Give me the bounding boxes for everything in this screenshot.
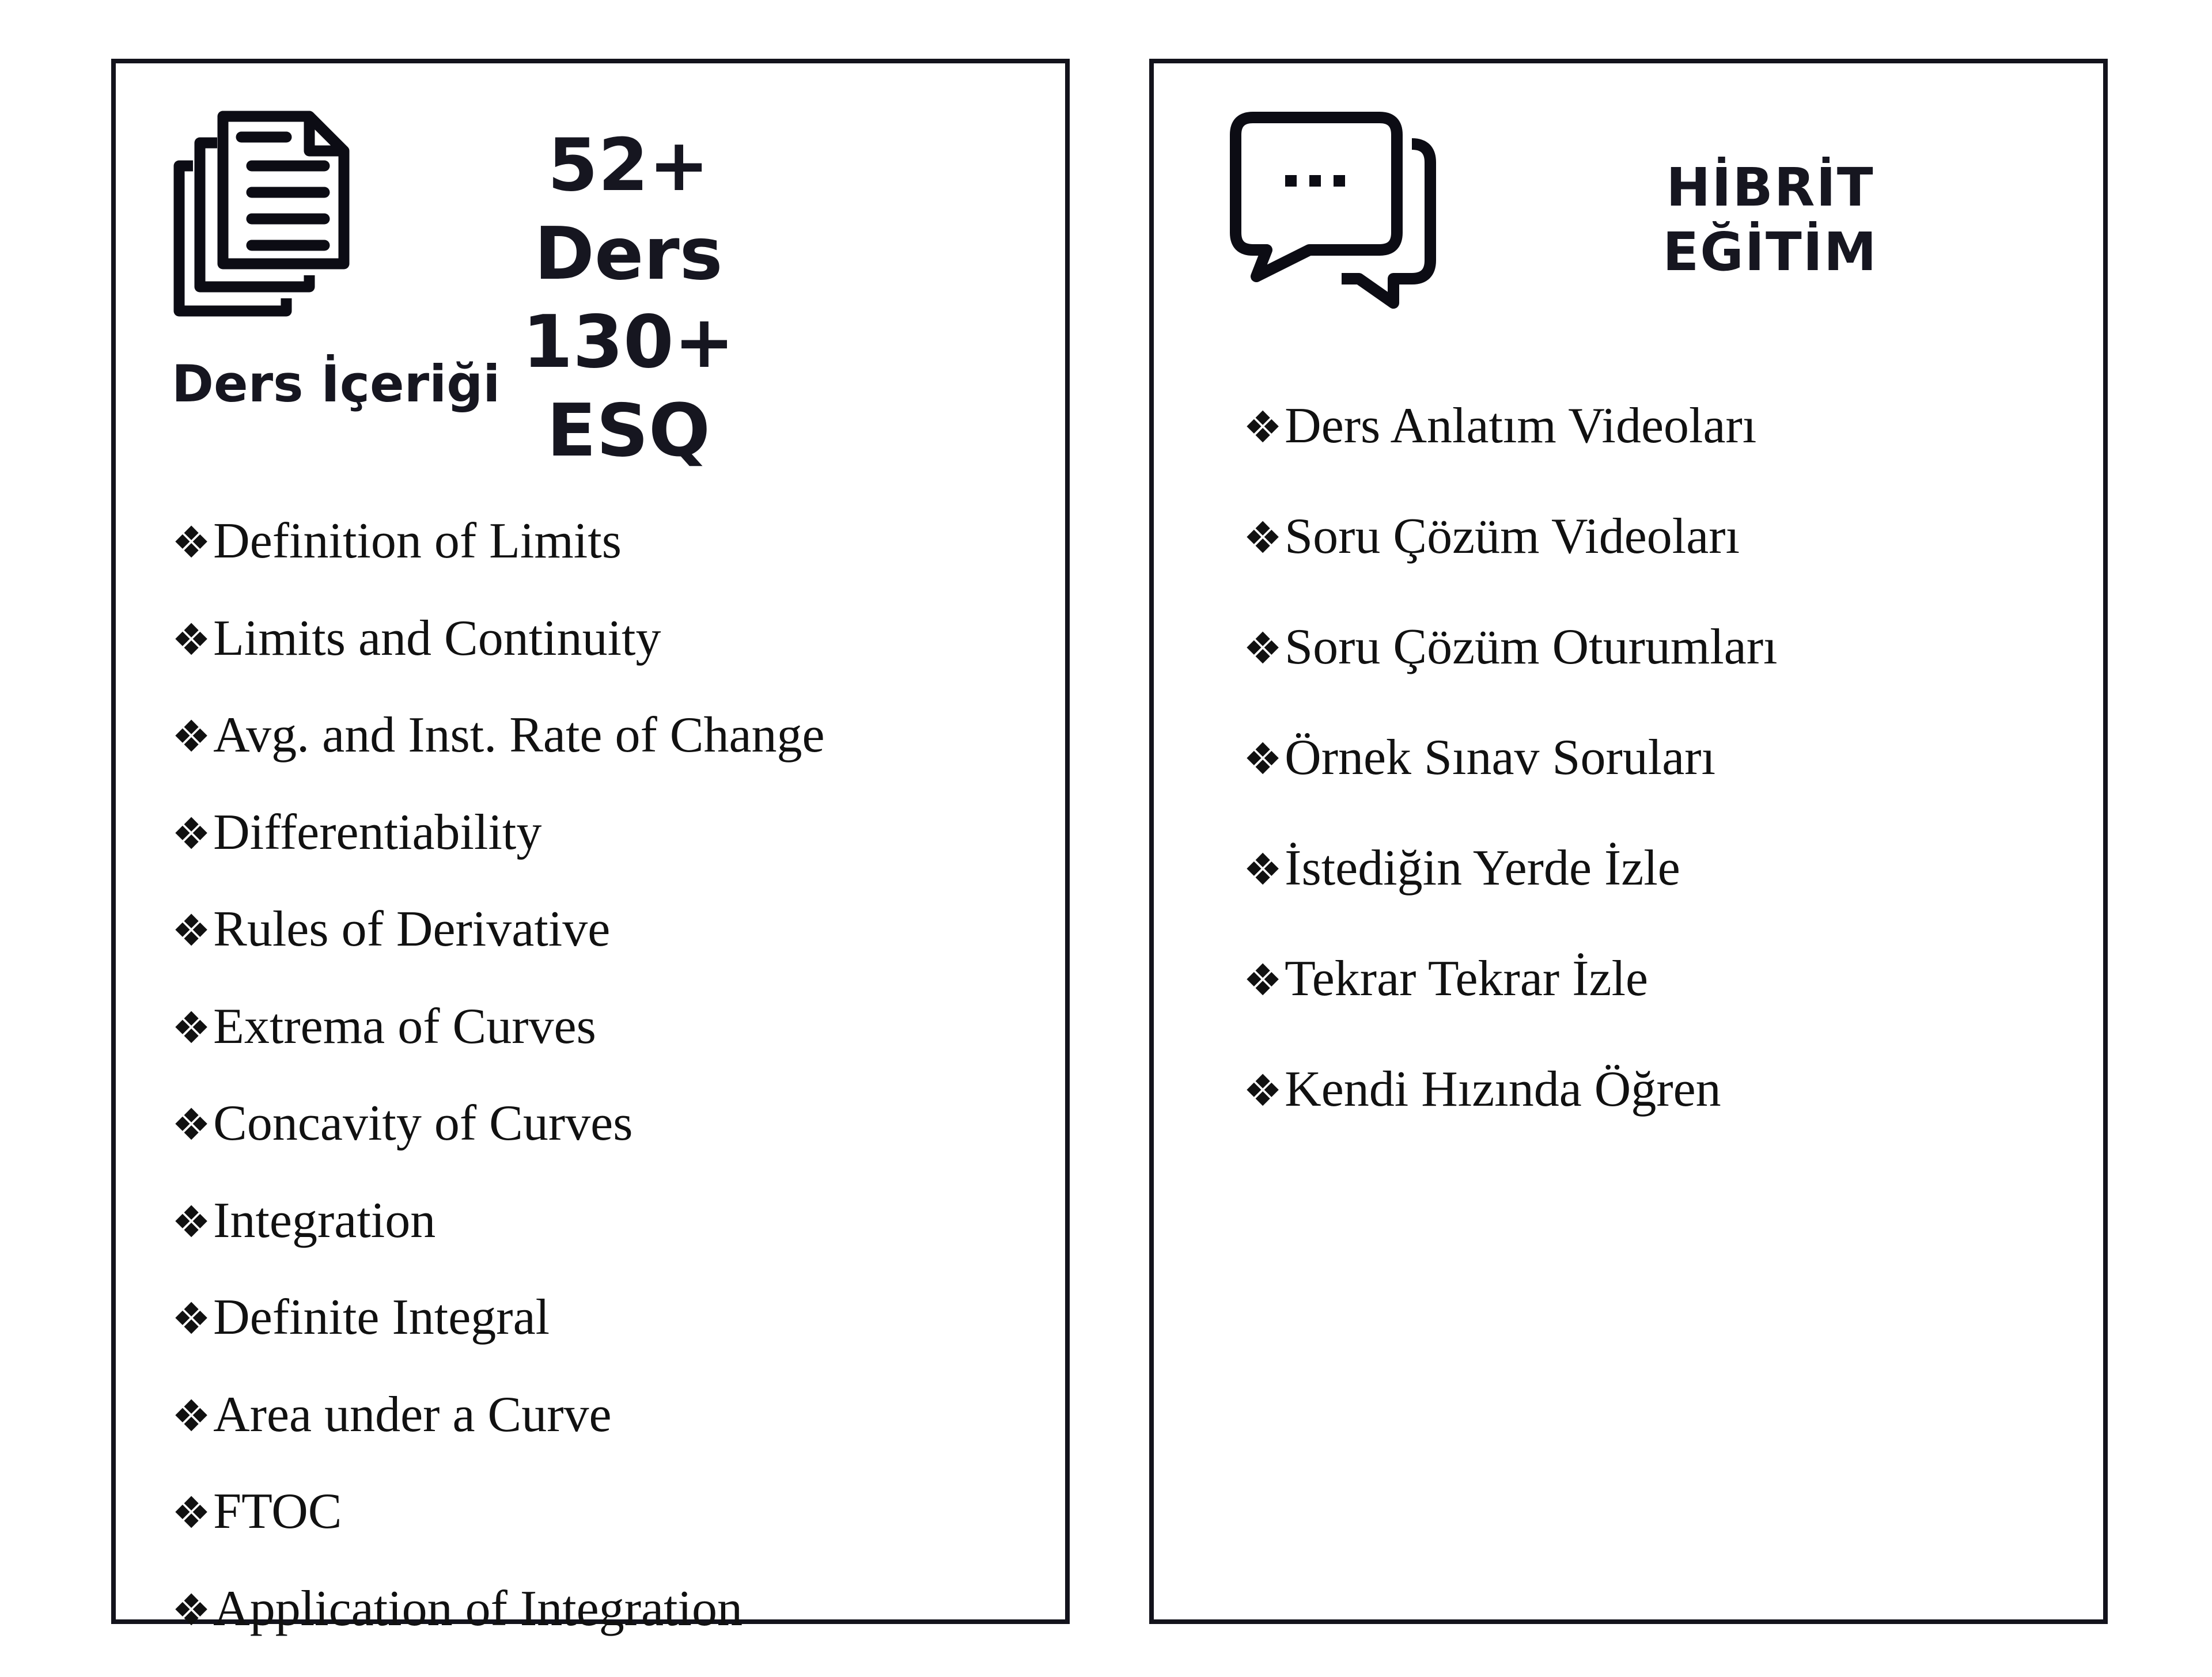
list-item: ❖Integration: [172, 1192, 825, 1289]
diamond-bullet-icon: ❖: [172, 1487, 211, 1538]
diamond-bullet-icon: ❖: [172, 614, 211, 665]
list-item: ❖Soru Çözüm Oturumları: [1243, 619, 1778, 729]
list-item: ❖Limits and Continuity: [172, 610, 825, 707]
list-item: ❖Ders Anlatım Videoları: [1243, 397, 1778, 508]
list-item: ❖Concavity of Curves: [172, 1095, 825, 1192]
section-title: Ders İçeriği: [172, 354, 500, 413]
diamond-bullet-icon: ❖: [172, 1002, 211, 1053]
diamond-bullet-icon: ❖: [172, 1196, 211, 1247]
list-item: ❖Soru Çözüm Videoları: [1243, 508, 1778, 619]
diamond-bullet-icon: ❖: [172, 808, 211, 859]
hybrid-title: HİBRİT EĞİTİM: [1551, 155, 1989, 284]
diamond-bullet-icon: ❖: [1243, 844, 1282, 895]
list-item: ❖Örnek Sınav Soruları: [1243, 729, 1778, 840]
list-item: ❖FTOC: [172, 1483, 825, 1580]
list-item: ❖İstediğin Yerde İzle: [1243, 840, 1778, 950]
diamond-bullet-icon: ❖: [172, 905, 211, 956]
topic-list: [172, 513, 825, 1677]
list-item: ❖Area under a Curve: [172, 1386, 825, 1483]
chat-bubbles-icon: [1229, 109, 1448, 317]
list-item: ❖Tekrar Tekrar İzle: [1243, 950, 1778, 1061]
documents-icon: [173, 108, 358, 321]
diamond-bullet-icon: ❖: [172, 517, 211, 568]
list-item: ❖Kendi Hızında Öğren: [1243, 1061, 1778, 1171]
diamond-bullet-icon: ❖: [172, 1293, 211, 1344]
diamond-bullet-icon: ❖: [172, 711, 211, 762]
esq-count: 130+ ESQ: [450, 298, 807, 475]
lesson-count-heading: [450, 121, 807, 475]
feature-list: [1243, 397, 1778, 1171]
hybrid-education-card: [1149, 59, 2108, 1624]
diamond-bullet-icon: ❖: [1243, 733, 1282, 784]
diamond-bullet-icon: ❖: [1243, 512, 1282, 563]
list-item: ❖Differentiability: [172, 804, 825, 901]
diamond-bullet-icon: ❖: [1243, 954, 1282, 1006]
diamond-bullet-icon: ❖: [172, 1099, 211, 1150]
list-item: ❖Definition of Limits: [172, 513, 825, 610]
list-item: ❖Avg. and Inst. Rate of Change: [172, 707, 825, 804]
list-item: ❖Extrema of Curves: [172, 998, 825, 1095]
list-item: ❖Definite Integral: [172, 1289, 825, 1386]
list-item: ❖Application of Integration: [172, 1580, 825, 1677]
diamond-bullet-icon: ❖: [1243, 623, 1282, 674]
diamond-bullet-icon: ❖: [1243, 401, 1282, 453]
course-content-card: [111, 59, 1070, 1624]
list-item: ❖Rules of Derivative: [172, 901, 825, 998]
diamond-bullet-icon: ❖: [172, 1584, 211, 1636]
diamond-bullet-icon: ❖: [172, 1390, 211, 1441]
lesson-count: 52+ Ders: [450, 121, 807, 298]
diamond-bullet-icon: ❖: [1243, 1065, 1282, 1116]
